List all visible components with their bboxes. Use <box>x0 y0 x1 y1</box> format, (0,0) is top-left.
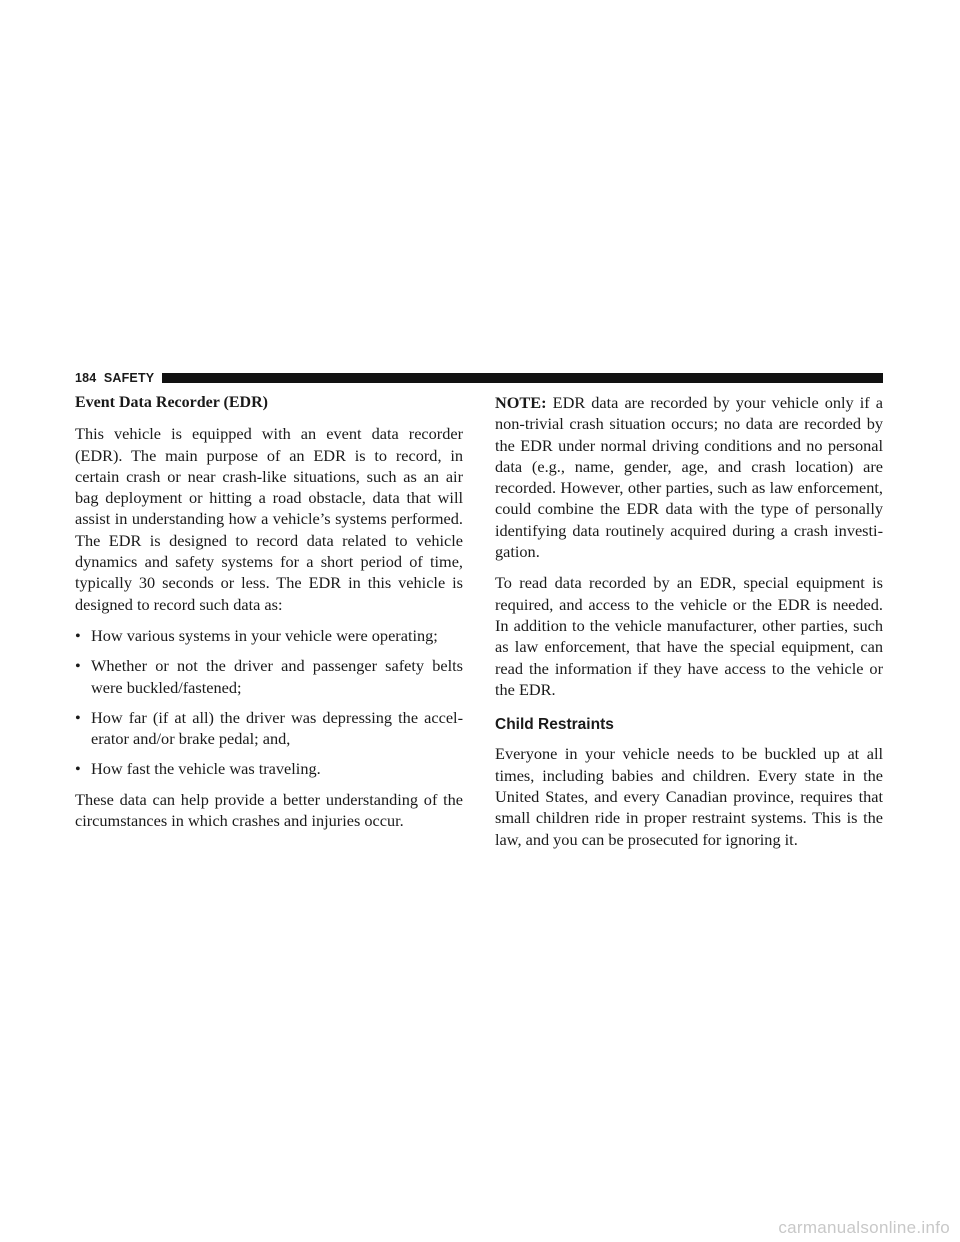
read-data-paragraph: To read data recorded by an EDR, special equipment is required, and access to the vehicle or the EDR is needed. In addition to the vehicle manufacturer, other parties, such as law enforcement, that have the special equipment, can read the information if they have access to the vehicle or the EDR. <box>495 573 883 699</box>
list-item <box>75 707 463 750</box>
bullet-icon: • <box>75 625 81 645</box>
header-rule <box>162 373 883 383</box>
closing-paragraph: These data can help provide a better understanding of the circumstances in which crashes and injuries occur. <box>75 789 463 831</box>
list-item <box>75 655 463 698</box>
left-column <box>75 392 463 841</box>
list-item-text: How various systems in your vehicle were operating; <box>91 625 438 645</box>
list-item-text: How fast the vehicle was traveling. <box>91 759 321 779</box>
page-header-label <box>75 371 154 385</box>
bullet-icon: • <box>75 656 81 676</box>
watermark: carmanualsonline.info <box>778 1218 950 1237</box>
page-number: 184 <box>75 371 97 385</box>
intro-paragraph: This vehicle is equipped with an event data recorder (EDR). The main purpose of an EDR is to record, in certain crash or near crash-like situations, such as an air bag deployment or hitting a road obstacle, data that will assist in understanding how a vehicle’s systems performed. The EDR is designed to record data related to vehicle dynamics and safety systems for a short period of time, typically 30 seconds or less. The EDR in this vehicle is designed to record such data as: <box>75 424 463 614</box>
bullet-icon: • <box>75 759 81 779</box>
list-item-text: How far (if at all) the driver was depressing the accel- erator and/or brake pedal; and, <box>91 707 463 749</box>
note-paragraph <box>495 392 883 562</box>
section-name: SAFETY <box>103 371 155 385</box>
note-text: EDR data are recorded by your vehicle only if a non-trivial crash situation occurs; no data are recorded by the EDR under normal driving conditions and no personal data (e.g., name, gender, age, and crash location) are recorded. However, other parties, such as law enforcement, could combine the EDR data with the type of personally identifying data routinely acquired during a crash investi- gation. <box>495 393 883 562</box>
note-label: NOTE: <box>495 393 547 412</box>
edr-data-list <box>75 625 463 780</box>
child-restraints-paragraph: Everyone in your vehicle needs to be buckled up at all times, including babies and children. Every state in the United States, and every Canadian province, requires that small children ride in proper restraint systems. This is the law, and you can be prosecuted for ignoring it. <box>495 744 883 849</box>
child-restraints-heading: Child Restraints <box>495 716 614 734</box>
section-title: Event Data Recorder (EDR) <box>75 394 268 411</box>
list-item-text: Whether or not the driver and passenger safety belts were buckled/fastened; <box>91 656 463 697</box>
list-item <box>75 625 463 646</box>
list-item <box>75 758 463 779</box>
page-header <box>75 371 883 385</box>
right-column <box>495 392 883 860</box>
bullet-icon: • <box>75 707 81 727</box>
